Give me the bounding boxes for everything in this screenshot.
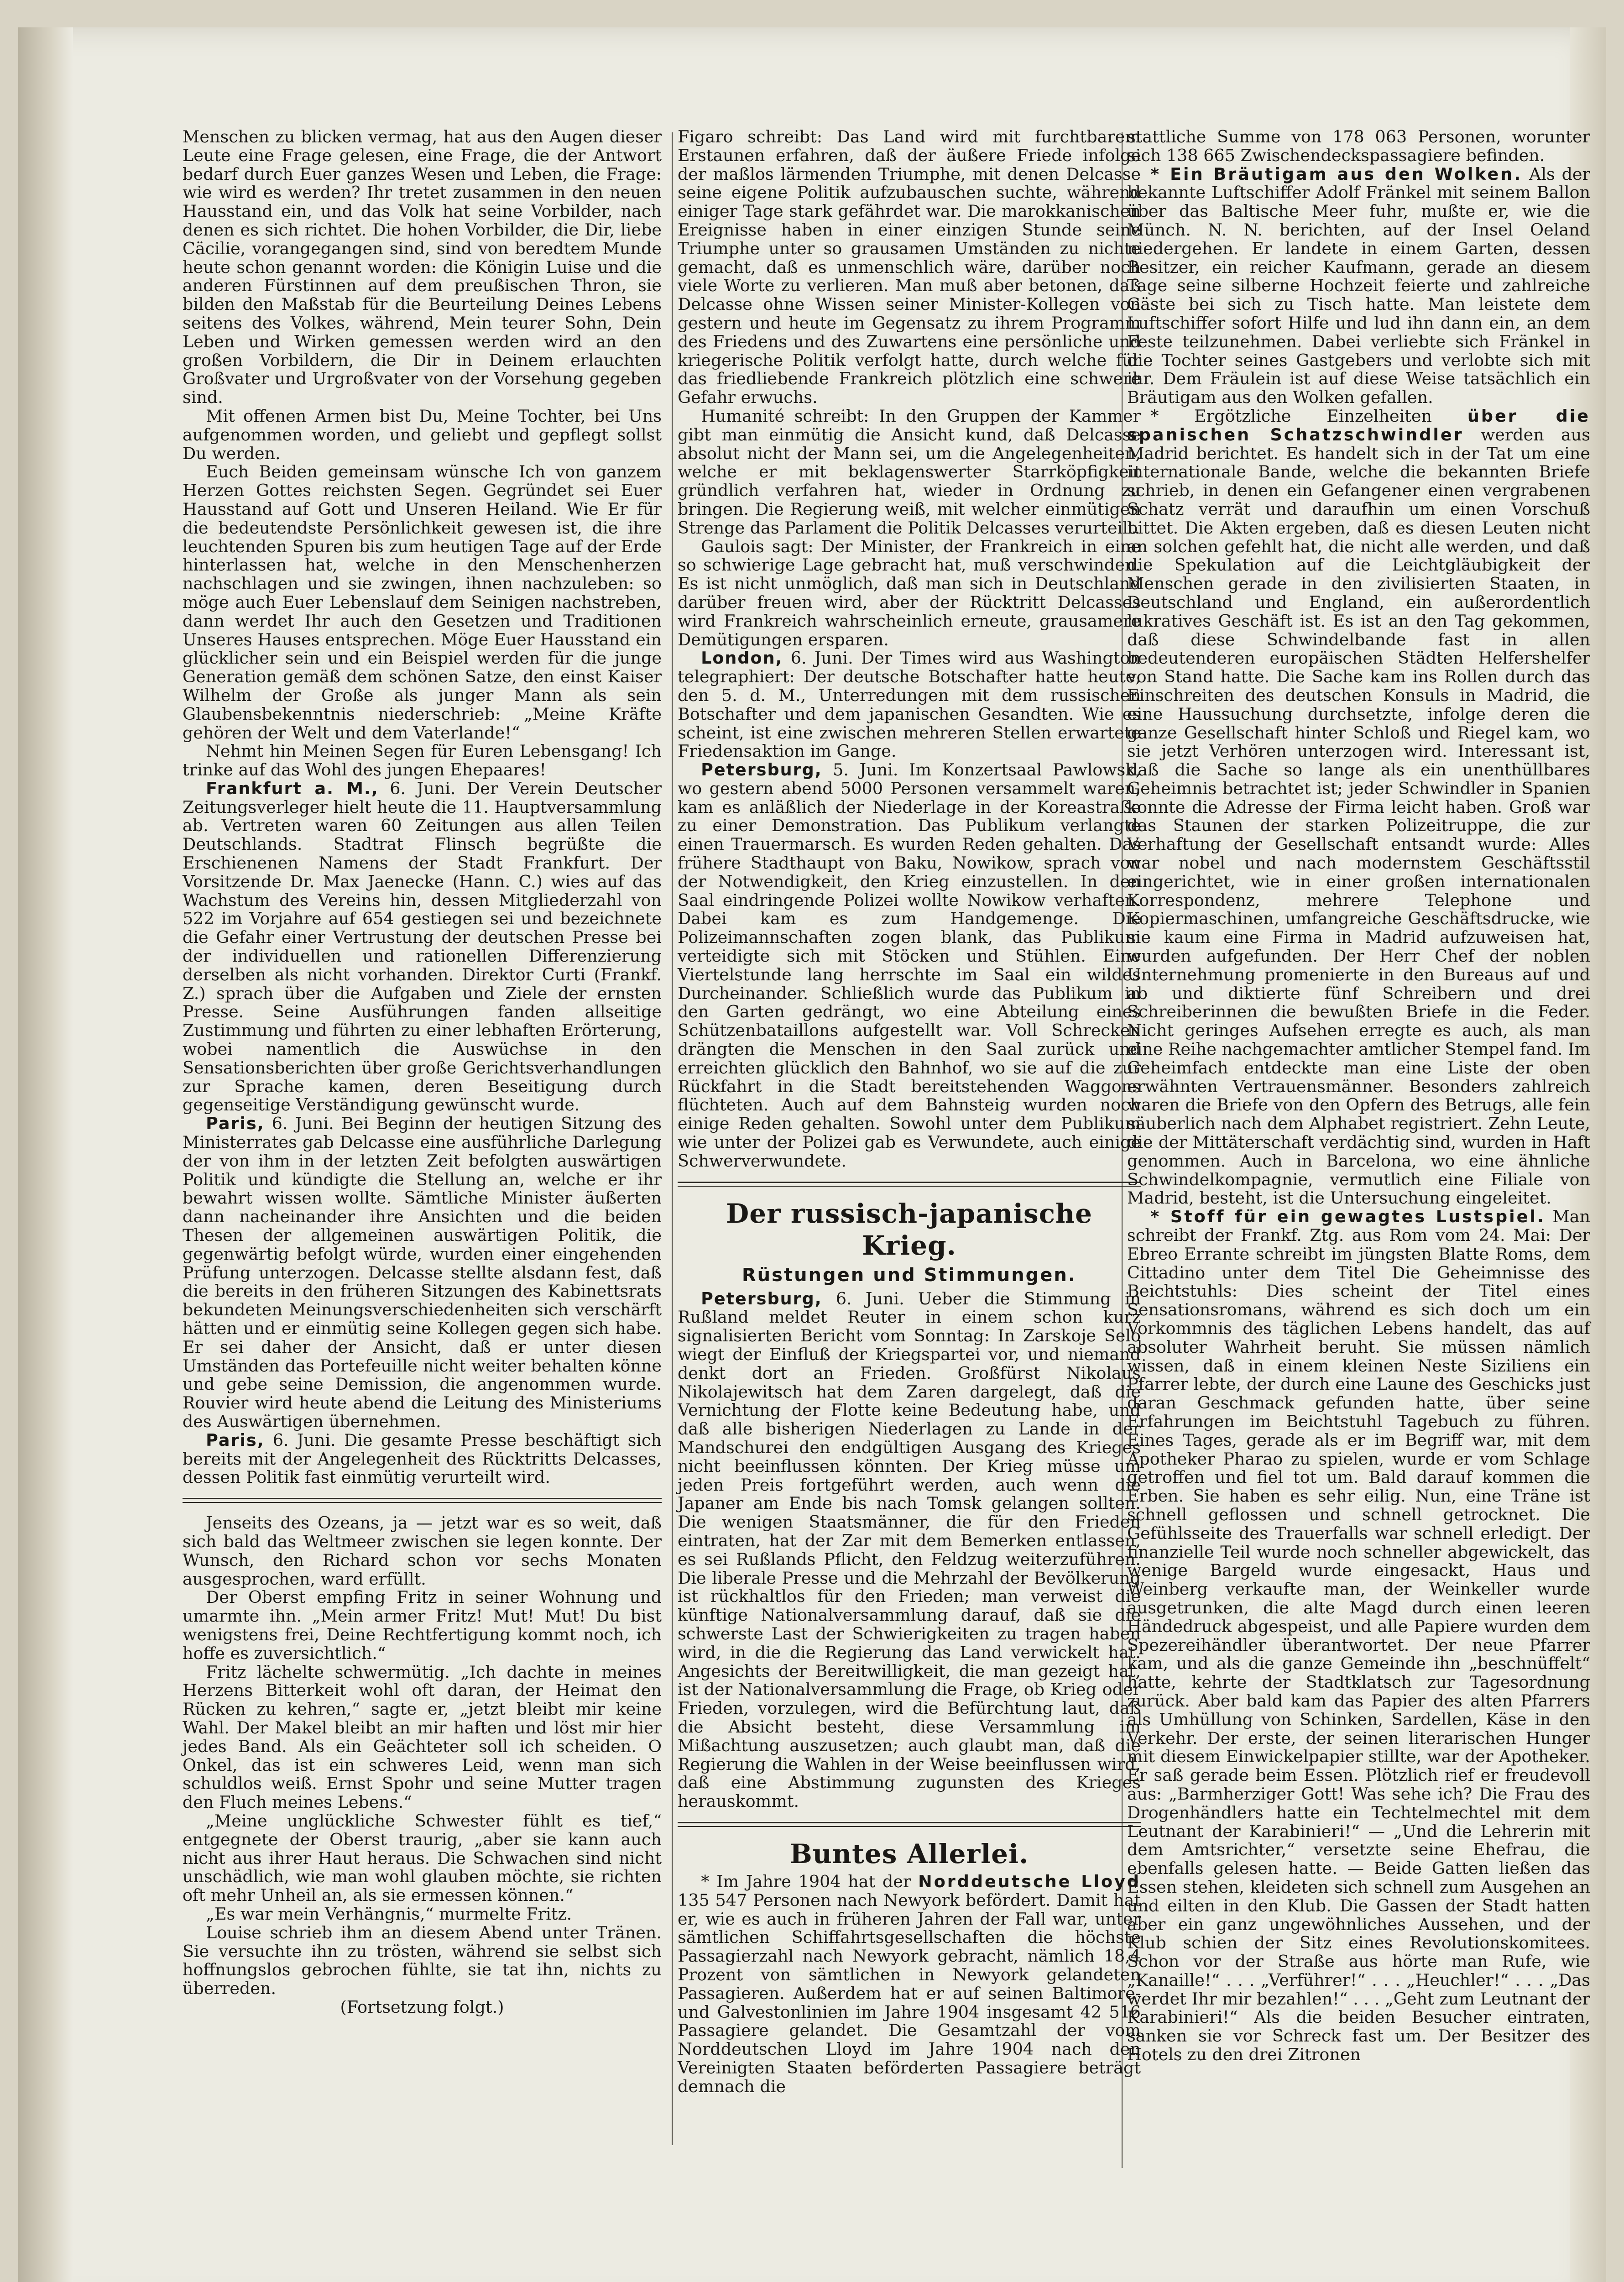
news-text: Man schreibt der Frankf. Ztg. aus Rom vom 24. Mai: Der Ebreo Errante schreibt im jüngsten Blatte Roms, dem Cittadino unter dem Titel Die Geheimnisse des Beichtstuhls: Dies scheint der Titel eines Sensationsromans, während es sich doch um ein Vorkommnis des täglichen Lebens handelt, das auf absoluter Wahrheit beruht. Sie müssen nämlich wissen, daß in einem kleinen Neste Siziliens ein Pfarrer lebte, der durch eine Laune des Geschicks just daran Geschmack gefunden hatte, über seine Erfahrungen im Beichtstuhl Tagebuch zu führen. Eines Tages, gerade als er im Begriff war, mit dem Apotheker Pharao zu spielen, wurde er vom Schlage getroffen und fiel tot um. Bald darauf kommen die Erben. Sie haben es sehr eilig. Nun, eine Träne ist schnell geflossen und schnell getrocknet. Die Gefühlsseite des Trauerfalls war schnell erledigt. Der finanzielle Teil wurde noch schneller abgewickelt, das wenige Bargeld wurde eingesackt, Haus und Weinberg verkaufte man, der Weinkeller wurde ausgetrunken, die alte Magd durch einen leeren Händedruck abgespeist, und alle Papiere wurden dem Spezereihändler überantwortet. Der neue Pfarrer kam, und als die ganze Gemeinde ihn „beschnüffelt“ hatte, kehrte der Stadtklatsch zur Tagesordnung zurück. Aber bald kam das Papier des alten Pfarrers als Umhüllung von Schinken, Sardellen, Käse in den Verkehr. Der erste, der seinen literarischen Hunger mit diesem Einwickelpapier stillte, war der Apotheker. Er saß gerade beim Essen. Plötzlich rief er freudevoll aus: „Barmherziger Gott! Was sehe ich? Die Frau des Drogenhändlers hatte ein Techtelmechtel mit dem Leutnant der Karabinieri!“ — „Und die Lehrerin mit dem Amtsrichter,“ versetzte seine Ehefrau, die ebenfalls gelesen hatte. — Beide Gatten ließen das Essen stehen, kleideten sich schnell zum Ausgehen an und eilten in den Klub. Die Gassen der Stadt hatten aber ein ganz ungewöhnliches Aussehen, und der Klub schien der Sitz eines Revolutionskomitees. Schon vor der Straße aus hörte man Rufe, wie „Kanaille!“ . . . „Verführer!“ . . . „Heuchler!“ . . . „Das werdet Ihr mir bezahlen!“ . . . „Geht zum Leutnant der Karabinieri!“ Als die beiden Besucher eintraten, sanken sie vor Schreck fast um. Der Besitzer des Hotels zu den drei Zitronen (1127, 1207, 1591, 2065)
dateline: Petersburg, (701, 760, 822, 780)
novel-paragraph: Fritz lächelte schwermütig. „Ich dachte in meines Herzens Bitterkeit wohl oft daran, der Heimat den Rücken zu kehren,“ sagte er, „jetzt bleibt mir keine Wahl. Der Makel bleibt an mir haften und löst mir hier jedes Band. Als ein Geächteter soll ich scheiden. O Onkel, das ist ein schweres Leid, wenn man sich schuldlos weiß. Ernst Spohr und seine Mutter tragen den Fluch meines Lebens.“ (183, 1662, 662, 1812)
continuation-note: (Fortsetzung folgt.) (340, 1997, 504, 2017)
column-divider (672, 132, 673, 2145)
section-divider (678, 1182, 1141, 1187)
misc-item-stoff (1127, 1208, 1590, 2064)
article-paragraph: Humanité schreibt: In den Gruppen der Kammer gibt man einmütig die Ansicht kund, daß Delcasse absolut nicht der Mann sei, um die Angelegenheiten, welche er mit beklagenswerter Starrköpfigkeit gründlich verfahren hat, wieder in Ordnung zu bringen. Die Regierung weiß, mit welcher einmütigen Strenge das Parlament die Politik Delcasses verurteilt. (678, 406, 1141, 538)
news-item-london (678, 649, 1141, 761)
news-text: 5. Juni. Im Konzertsaal Pawlowsk, wo gestern abend 5000 Personen versammelt waren, kam es anläßlich der Niederlage in der Koreastraße zu einer Demonstration. Das Publikum verlangte einen Trauermarsch. Es wurden Reden gehalten. Das frühere Stadthaupt von Baku, Nowikow, sprach von der Notwendigkeit, den Krieg einzustellen. In den Saal eindringende Polizei wollte Nowikow verhaften. Dabei kam es zum Handgemenge. Die Polizeimannschaften zogen blank, das Publikum verteidigte sich mit Stöcken und Stühlen. Eine Viertelstunde lang herrschte im Saal ein wildes Durcheinander. Schließlich wurde das Publikum in den Garten gedrängt, wo eine Abteilung eines Schützenbataillons aufgestellt war. Voll Schrecken drängten die Menschen in den Saal zurück und erreichten glücklich den Bahnhof, wo sie auf die zur Rückfahrt in die Stadt bereitstehenden Waggons flüchteten. Auch auf dem Bahnsteig wurden noch einige Reden gehalten. Sowohl unter dem Publikum wie unter der Polizei gab es Verwundete, auch einige Schwerverwundete. (678, 760, 1141, 1171)
news-text: 6. Juni. Der Times wird aus Washington telegraphiert: Der deutsche Botschafter hatte heute, den 5. d. M., Unterredungen mit dem russischen Botschafter und dem japanischen Gesandten. Wie es scheint, ist eine zwischen mehreren Stellen erwartete Friedensaktion im Gange. (678, 648, 1141, 761)
news-text: 6. Juni. Bei Beginn der heutigen Sitzung des Ministerrates gab Delcasse eine ausführliche Darlegung der von ihm in der letzten Zeit befolgten auswärtigen Politik und kündigte die Stellung an, welche er ihr bewahrt wissen wollte. Sämtliche Minister äußerten dann nacheinander ihre Ansichten und die beiden Thesen der allgemeinen auswärtigen Politik, die gegenwärtig befolgt würde, wurden einer eingehenden Prüfung unterzogen. Delcasse stellte alsdann fest, daß die bereits in den früheren Sitzungen des Kabinettsrats bekundeten Meinungsverschiedenheiten sich verschärft hätten und er einmütig seine Kollegen gegen sich habe. Er sei daher der Ansicht, daß er unter diesen Umständen das Portefeuille nicht weiter behalten könne und gebe seine Demission, die angenommen wurde. Rouvier wird heute abend die Leitung des Ministeriums des Auswärtigen übernehmen. (183, 1114, 662, 1431)
novel-paragraph: Jenseits des Ozeans, ja — jetzt war es so weit, daß sich bald das Weltmeer zwischen sie legen konnte. Der Wunsch, den Richard schon vor sechs Monaten ausgesprochen, ward erfüllt. (183, 1513, 662, 1589)
news-item-paris (183, 1115, 662, 1431)
novel-paragraph: Der Oberst empfing Fritz in seiner Wohnung und umarmte ihn. „Mein armer Fritz! Mut! Mut! Du bist wenigstens frei, Deine Rechtfertigung kommt noch, ich hoffe es zuversichtlich.“ (183, 1587, 662, 1663)
section-title: Buntes Allerlei. (789, 1838, 1029, 1869)
news-item-petersburg (678, 1290, 1141, 1811)
misc-item-braut (1127, 165, 1590, 407)
news-text: * Ergötzliche Einzelheiten (1150, 406, 1467, 426)
misc-item-schatz (1127, 407, 1590, 1208)
dateline: Petersburg, (701, 1288, 822, 1308)
column-1 (183, 128, 662, 2017)
novel-paragraph: „Es war mein Verhängnis,“ murmelte Fritz. (206, 1904, 572, 1924)
dateline: Paris, (206, 1114, 265, 1134)
newspaper-page (18, 27, 1591, 2282)
article-paragraph: Euch Beiden gemeinsam wünsche Ich von ganzem Herzen Gottes reichsten Segen. Gegründet sei Euer Hausstand auf Gott und Unseren Heiland. Wie Er für die bedeutendste Persönlichkeit gewesen ist, die ihre leuchtenden Spuren bis zum heutigen Tage auf der Erde hinterlassen hat, welche in den Menschenherzen nachschlagen und sie zwingen, ihnen nachzuleben: so möge auch Euer Lebenslauf dem Seinigen nachstreben, dann werdet Ihr auch den Gesetzen und Traditionen Unseres Hauses entsprechen. Möge Euer Hausstand ein glücklicher sein und ein Beispiel werden für die junge Generation gemäß dem schönen Satze, den einst Kaiser Wilhelm der Große als junger Mann als sein Glaubensbekenntnis niederschrieb: „Meine Kräfte gehören der Welt und dem Vaterlande!“ (183, 462, 662, 743)
column-3 (1127, 128, 1590, 2064)
news-text: * Im Jahre 1904 hat der (701, 1871, 919, 1891)
article-paragraph: Mit offenen Armen bist Du, Meine Tochter, bei Uns aufgenommen worden, und geliebt und gepflegt sollst Du werden. (183, 406, 662, 463)
news-text: 6. Juni. Die gesamte Presse beschäftigt sich bereits mit der Angelegenheit des Rücktritts Delcasses, dessen Politik fast einmütig verurteilt wird. (183, 1430, 662, 1487)
news-text: 6. Juni. Der Verein Deutscher Zeitungsverleger hielt heute die 11. Hauptversammlung ab. Vertreten waren 60 Zeitungen aus allen Teilen Deutschlands. Stadtrat Flinsch begrüßte die Erschienenen Namens der Stadt Frankfurt. Der Vorsitzende Dr. Max Jaenecke (Hann. C.) wies auf das Wachstum des Vereins hin, dessen Mitgliederzahl von 522 im Vorjahre auf 654 gestiegen sei und bezeichnete die Gefahr einer Vertrustung der deutschen Presse bei der individuellen und rationellen Differenzierung derselben als nicht vorhanden. Direktor Curti (Frankf. Z.) sprach über die Aufgaben und Ziele der ernsten Presse. Seine Ausführungen fanden allseitige Zustimmung und führten zu einer lebhaften Erörterung, wobei namentlich die Auswüchse in den Sensationsberichten über große Gerichtsverhandlungen zur Sprache kamen, deren Beseitigung durch gegenseitige Verständigung gewünscht wurde. (183, 778, 662, 1115)
article-paragraph: Menschen zu blicken vermag, hat aus den Augen dieser Leute eine Frage gelesen, eine Frage, die der Antwort bedarf durch Euer ganzes Wesen und Leben, die Frage: wie wird es werden? Ihr tretet zusammen in den neuen Hausstand ein, und das Volk hat seine Vorbilder, nach denen es sich richtet. Die hohen Vorbilder, die Dir, liebe Cäcilie, vorangegangen sind, sind von beredtem Munde heute schon genannt worden: die Königin Luise und die anderen Fürstinnen auf dem preußischen Thron, sie bilden den Maßstab für die Beurteilung Deines Lebens seitens des Volkes, während, Mein teurer Sohn, Dein Leben und Wirken gemessen werden wird an den großen Vorbildern, die Dir in Deinem erlauchten Großvater und Urgroßvater von der Vorsehung gegeben sind. (183, 127, 662, 408)
article-paragraph: Nehmt hin Meinen Segen für Euren Lebensgang! Ich trinke auf das Wohl des jungen Ehepaares! (183, 741, 662, 780)
page-spine (18, 27, 73, 2282)
news-text: Als der bekannte Luftschiffer Adolf Fränkel mit seinem Ballon über das Baltische Meer fuhr, mußte er, wie die Münch. N. N. berichten, auf der Insel Oeland niedergehen. Er landete in einem Garten, dessen Besitzer, ein reicher Kaufmann, gerade an diesem Tage seine silberne Hochzeit feierte und zahlreiche Gäste bei sich zu Tisch hatte. Man leistete dem Luftschiffer sofort Hilfe und lud ihn dann ein, an dem Feste teilzunehmen. Dabei verliebte sich Fränkel in die Tochter seines Gastgebers und verlobte sich mit ihr. Dem Fräulein ist auf diese Weise tatsächlich ein Bräutigam aus den Wolken gefallen. (1127, 164, 1590, 408)
news-item-paris (183, 1431, 662, 1487)
dateline: London, (701, 648, 783, 668)
article-paragraph: Gaulois sagt: Der Minister, der Frankreich in eine so schwierige Lage gebracht hat, muß verschwinden. Es ist nicht unmöglich, daß man sich in Deutschland darüber freuen wird, aber der Rücktritt Delcasses wird Frankreich wahrscheinlich erneute, grausamere Demütigungen ersparen. (678, 536, 1141, 649)
item-heading: * Stoff für ein gewagtes Lustspiel. (1150, 1207, 1546, 1227)
news-text: 6. Juni. Ueber die Stimmung in Rußland meldet Reuter in einem schon kurz signalisierten Bericht vom Sonntag: In Zarskoje Selo wiegt der Einfluß der Kriegspartei vor, und niemand denkt dort an Frieden. Großfürst Nikolaus Nikolajewitsch hat dem Zaren dargelegt, daß die Vernichtung der Flotte keine Bedeutung habe, und daß alle bisherigen Niederlagen zu Lande in der Mandschurei den endgültigen Ausgang des Krieges nicht beeinflussen könnten. Der Krieg müsse um jeden Preis fortgeführt werden, auch wenn die Japaner am Ende bis nach Tomsk gelangen sollten. Die wenigen Staatsmänner, die für den Frieden eintraten, hat der Zar mit dem Bemerken entlassen, es sei Rußlands Pflicht, den Feldzug weiterzuführen. Die liberale Presse und die Mehrzahl der Bevölkerung ist rückhaltlos für den Frieden; man verweist die künftige Nationalversammlung darauf, daß sie die schwerste Last der Schwierigkeiten zu tragen haben wird, in die die Regierung das Land verwickelt hat. Angesichts der Bereitwilligkeit, die man gezeigt hat, ist der Nationalversammlung die Frage, ob Krieg oder Frieden, vorzulegen, wird die Befürchtung laut, daß die Absicht besteht, diese Versammlung im Mißachtung auszusetzen; auch glaubt man, daß die Regierung die Wahlen in der Weise beeinflussen wird, daß eine Abstimmung zugunsten des Krieges herauskommt. (678, 1288, 1141, 1811)
novel-paragraph: Louise schrieb ihm an diesem Abend unter Tränen. Sie versuchte ihn zu trösten, während sie selbst sich hoffnungslos gebrochen fühlte, sie tat ihn, nichts zu überreden. (183, 1922, 662, 1999)
news-text: werden aus Madrid berichtet. Es handelt sich in der Tat um eine internationale Bande, welche die bekannten Briefe schrieb, in denen ein Gefangener einen vergrabenen Schatz verrät und daraufhin um einen Vorschuß bittet. Die Akten ergeben, daß es diesen Leuten nicht an solchen gefehlt hat, die nicht alle werden, und daß die Spekulation auf die Leichtgläubigkeit der Menschen gerade in den zivilisierten Staaten, in Deutschland und England, ein außerordentlich lukratives Geschäft ist. Es ist an den Tag gekommen, daß diese Schwindelbande fast in allen bedeutenderen europäischen Städten Helfershelfer von Stand hatte. Die Sache kam ins Rollen durch das Einschreiten des deutschen Konsuls in Madrid, die eine Haussuchung durchsetzte, infolge deren die ganze Gesellschaft hinter Schloß und Riegel kam, wo sie jetzt Verhören unterzogen wird. Interessant ist, daß die Sache so lange als ein unenthüllbares Geheimnis betrachtet ist; jeder Schwindler in Spanien konnte die Adresse der Firma leicht haben. Groß war das Staunen der starken Polizeitruppe, die zur Verhaftung der Gesellschaft entsandt wurde: Alles war nobel und nach modernstem Geschäftsstil eingerichtet, wie in einer großen internationalen Korrespondenz, mehrere Telephone und Kopiermaschinen, umfangreiche Geschäftsdrucke, wie sie kaum eine Firma in Madrid aufzuweisen hat, wurden aufgefunden. Der Herr Chef der noblen Unternehmung promenierte in den Bureaus auf und ab und diktierte fünf Schreibern und drei Schreiberinnen die bewußten Briefe in die Feder. Nicht geringes Aufsehen erregte es auch, als man eine Reihe nachgemachter amtlicher Stempel fand. Im Geheimfach entdeckte man eine Liste der oben erwähnten Vertrauensmänner. Besonders zahlreich waren die Briefe von den Opfern des Betrugs, alle fein säuberlich nach dem Alphabet registriert. Zehn Leute, die der Mittäterschaft verdächtig sind, wurden in Haft genommen. Auch in Barcelona, wo eine ähnliche Schwindelkompagnie, vermutlich eine Filiale von Madrid, besteht, ist die Untersuchung eingeleitet. (1127, 424, 1590, 1208)
section-title: Der russisch-japanische Krieg. (726, 1198, 1093, 1261)
dateline: Frankfurt a. M., (206, 778, 379, 798)
dateline: Paris, (206, 1430, 265, 1450)
article-paragraph: stattliche Summe von 178 063 Personen, worunter sich 138 665 Zwischendeckspassagiere befinden. (1127, 127, 1590, 165)
article-paragraph: Figaro schreibt: Das Land wird mit furchtbarem Erstaunen erfahren, daß der äußere Friede infolge der maßlos lärmenden Triumphe, mit denen Delcasse seine eigene Politik aufzubauschen suchte, während einiger Tage stark gefährdet war. Die marokkanischen Ereignisse haben in einer einzigen Stunde seine Triumphe unter so grausamen Umständen zu nichte gemacht, daß es unmenschlich wäre, darüber noch viele Worte zu verlieren. Man muß aber betonen, daß Delcasse ohne Wissen seiner Minister-Kollegen von gestern und heute im Gegensatz zu ihrem Programm des Friedens und des Zuwartens eine persönliche und kriegerische Politik verfolgt hatte, durch welche für das friedliebende Frankreich plötzlich eine schwere Gefahr erwuchs. (678, 127, 1141, 408)
news-item-frankfurt (183, 780, 662, 1115)
column-2 (678, 128, 1141, 2096)
news-item-petersburg (678, 761, 1141, 1171)
news-text: 135 547 Personen nach Newyork befördert. Damit hat er, wie es auch in früheren Jahren der Fall war, unter sämtlichen Schiffahrtsgesellschaften die höchste Passagierzahl nach Newyork gebracht, nämlich 18,4 Prozent von sämtlichen in Newyork gelandeten Passagieren. Außerdem hat er auf seinen Baltimore- und Galvestonlinien im Jahre 1904 insgesamt 42 516 Passagiere gelandet. Die Gesamtzahl der vom Norddeutschen Lloyd im Jahre 1904 nach den Vereinigten Staaten beförderten Passagiere beträgt demnach die (678, 1890, 1141, 2096)
item-heading: über die spanischen Schatzschwindler (1127, 406, 1590, 445)
item-heading: * Ein Bräutigam aus den Wolken. (1150, 164, 1523, 184)
section-divider (678, 1822, 1141, 1827)
misc-item-lloyd (678, 1873, 1141, 2096)
novel-paragraph: „Meine unglückliche Schwester fühlt es tief,“ entgegnete der Oberst traurig, „aber sie kann auch nicht aus ihrer Haut heraus. Die Schwachen sind nicht unschädlich, wie man wohl glauben möchte, sie richten oft mehr Unheil an, als sie ermessen können.“ (183, 1811, 662, 1905)
highlight-name: Norddeutsche Lloyd (918, 1871, 1141, 1891)
section-subtitle: Rüstungen und Stimmungen. (742, 1264, 1077, 1286)
feuilleton-divider (183, 1498, 662, 1503)
